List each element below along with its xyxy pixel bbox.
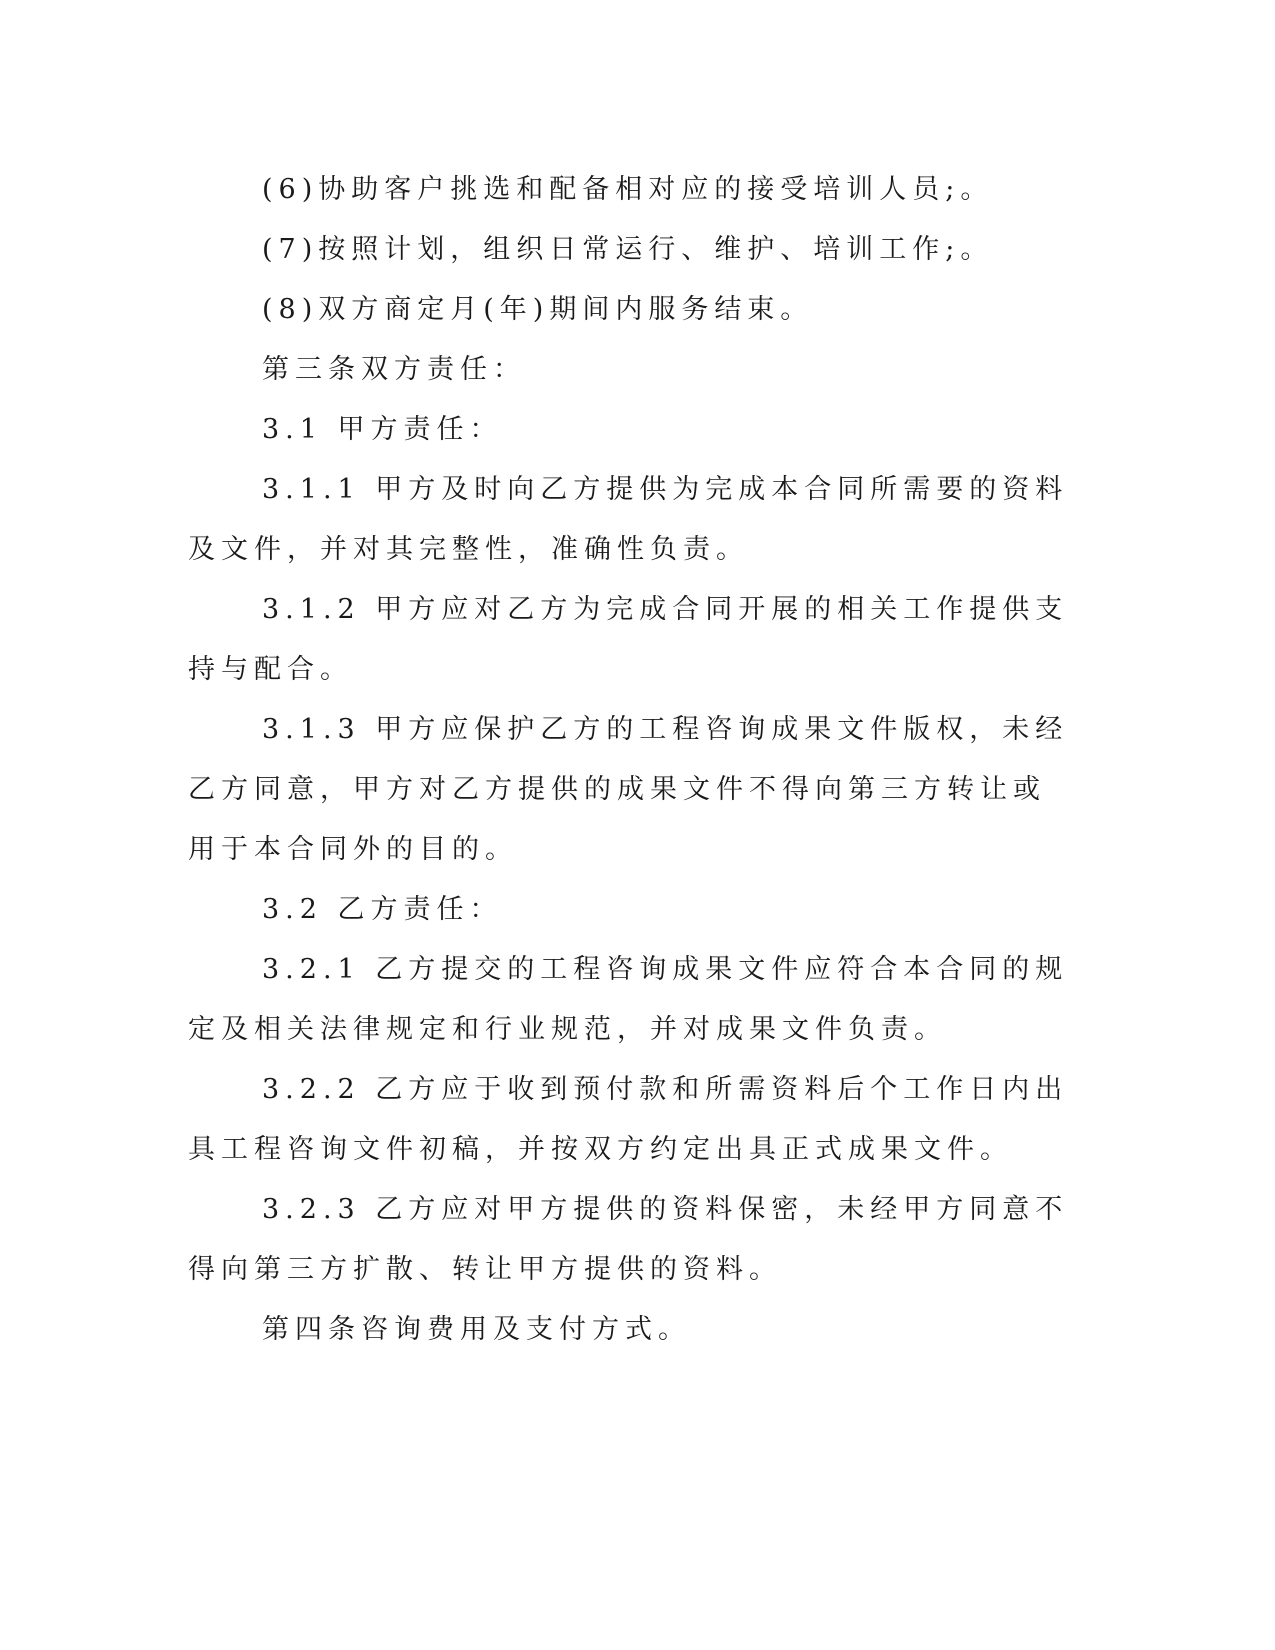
- paragraph-6: (6)协助客户挑选和配备相对应的接受培训人员;。: [262, 174, 994, 205]
- article-4-heading: 第四条咨询费用及支付方式。: [262, 1314, 691, 1345]
- article-3-heading: 第三条双方责任：: [262, 354, 526, 385]
- clause-3-1-2: 3.1.2 甲方应对乙方为完成合同开展的相关工作提供支持与配合。: [188, 594, 1069, 685]
- clause-3-2-2: 3.2.2 乙方应于收到预付款和所需资料后个工作日内出具工程咨询文件初稿，并按双方约定出具正式成果文件。: [188, 1074, 1069, 1165]
- document-body: [188, 160, 1078, 1360]
- paragraph-7: (7)按照计划，组织日常运行、维护、培训工作;。: [262, 234, 994, 265]
- section-3-2-heading: 3.2 乙方责任：: [262, 894, 503, 925]
- clause-3-2-3: 3.2.3 乙方应对甲方提供的资料保密，未经甲方同意不得向第三方扩散、转让甲方提供的资料。: [188, 1194, 1069, 1285]
- paragraph-8: (8)双方商定月(年)期间内服务结束。: [262, 294, 814, 325]
- clause-3-1-1: 3.1.1 甲方及时向乙方提供为完成本合同所需要的资料及文件，并对其完整性，准确性负责。: [188, 474, 1069, 565]
- clause-3-2-1: 3.2.1 乙方提交的工程咨询成果文件应符合本合同的规定及相关法律规定和行业规范，并对成果文件负责。: [188, 954, 1069, 1045]
- section-3-1-heading: 3.1 甲方责任：: [262, 414, 503, 445]
- clause-3-1-3: 3.1.3 甲方应保护乙方的工程咨询成果文件版权，未经乙方同意，甲方对乙方提供的成果文件不得向第三方转让或用于本合同外的目的。: [188, 714, 1069, 865]
